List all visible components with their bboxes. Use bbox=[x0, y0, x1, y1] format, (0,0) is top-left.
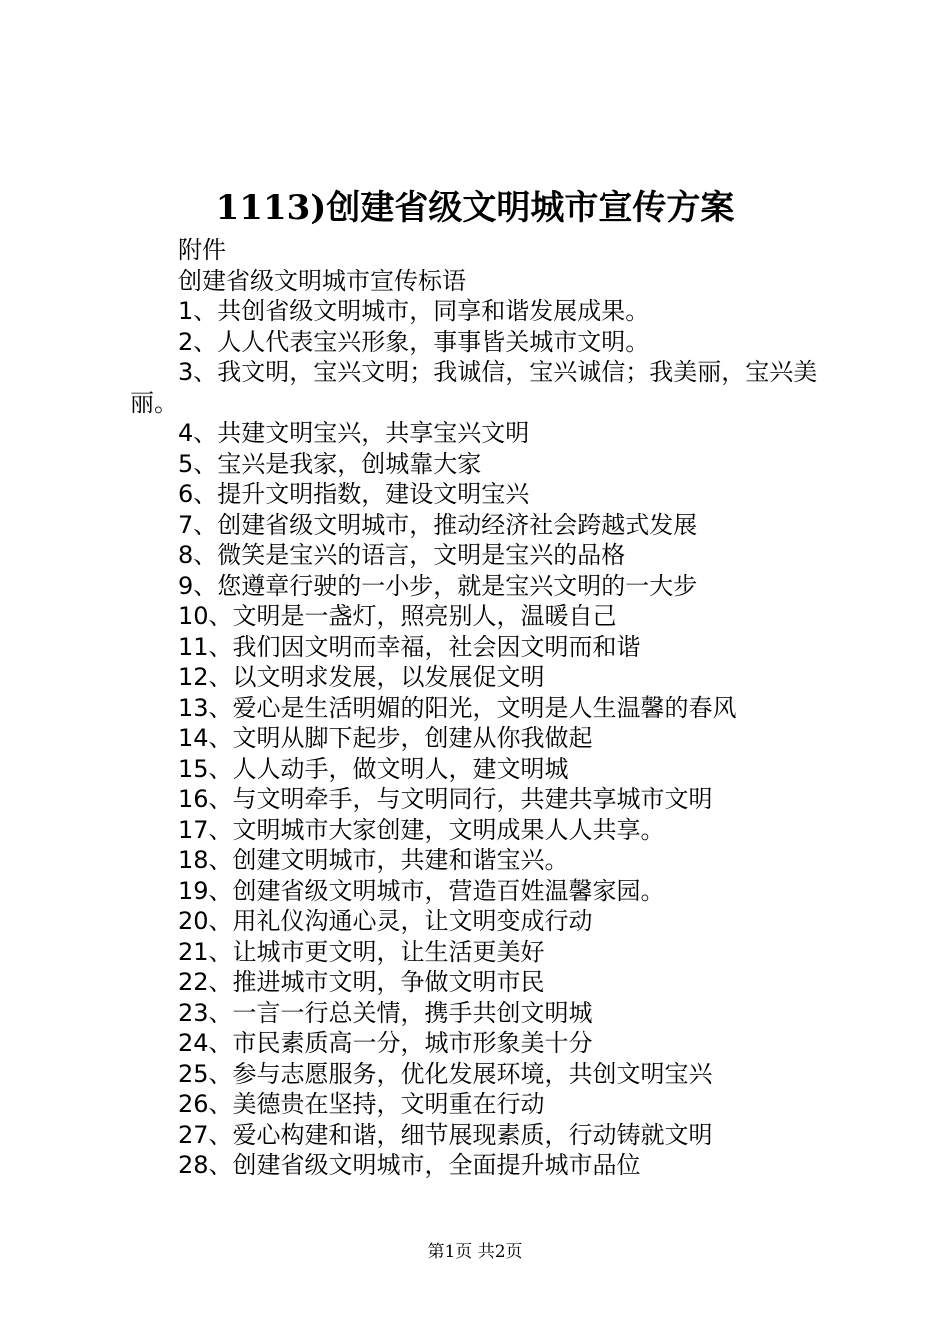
slogan-item: 25、参与志愿服务，优化发展环境，共创文明宝兴 bbox=[178, 1059, 713, 1088]
slogan-item: 28、创建省级文明城市，全面提升城市品位 bbox=[178, 1151, 641, 1179]
slogan-item: 10、文明是一盏灯，照亮别人，温暖自己 bbox=[178, 602, 617, 630]
annex-label: 附件 bbox=[178, 236, 226, 264]
slogan-item: 16、与文明牵手，与文明同行，共建共享城市文明 bbox=[178, 785, 713, 813]
slogan-item: 2、人人代表宝兴形象，事事皆关城市文明。 bbox=[178, 327, 650, 356]
slogan-item: 3、我文明，宝兴文明；我诚信，宝兴诚信；我美丽，宝兴美丽。 bbox=[130, 358, 818, 417]
slogan-item: 9、您遵章行驶的一小步，就是宝兴文明的一大步 bbox=[178, 571, 698, 600]
slogan-item: 7、创建省级文明城市，推动经济社会跨越式发展 bbox=[178, 510, 698, 539]
slogan-item: 11、我们因文明而幸福，社会因文明而和谐 bbox=[178, 632, 641, 661]
slogan-item: 24、市民素质高一分，城市形象美十分 bbox=[178, 1029, 593, 1057]
slogan-item: 5、宝兴是我家，创城靠大家 bbox=[178, 449, 482, 478]
slogan-item: 6、提升文明指数，建设文明宝兴 bbox=[178, 480, 530, 508]
slogan-item: 8、微笑是宝兴的语言，文明是宝兴的品格 bbox=[178, 541, 626, 569]
slogan-item: 21、让城市更文明，让生活更美好 bbox=[178, 937, 545, 966]
slogan-item: 4、共建文明宝兴，共享宝兴文明 bbox=[178, 419, 530, 447]
slogan-item: 12、以文明求发展，以发展促文明 bbox=[178, 663, 545, 691]
slogan-item: 15、人人动手，做文明人，建文明城 bbox=[178, 754, 569, 783]
slogan-item: 27、爱心构建和谐，细节展现素质，行动铸就文明 bbox=[178, 1120, 713, 1149]
slogan-list-heading: 创建省级文明城市宣传标语 bbox=[178, 266, 466, 295]
document-body bbox=[130, 235, 835, 1181]
document-title: 1113)创建省级文明城市宣传方案 bbox=[215, 188, 735, 228]
page-indicator: 第1页 共2页 bbox=[427, 1242, 523, 1262]
slogan-item: 17、文明城市大家创建，文明成果人人共享。 bbox=[178, 815, 665, 844]
slogan-item: 14、文明从脚下起步，创建从你我做起 bbox=[178, 724, 593, 752]
slogan-item: 22、推进城市文明，争做文明市民 bbox=[178, 968, 545, 996]
slogan-item: 18、创建文明城市，共建和谐宝兴。 bbox=[178, 846, 569, 874]
slogan-item: 1、共创省级文明城市，同享和谐发展成果。 bbox=[178, 297, 650, 325]
slogan-item: 26、美德贵在坚持，文明重在行动 bbox=[178, 1090, 545, 1118]
slogan-item: 19、创建省级文明城市，营造百姓温馨家园。 bbox=[178, 876, 665, 905]
slogan-list bbox=[130, 296, 835, 1181]
slogan-item: 23、一言一行总关情，携手共创文明城 bbox=[178, 998, 593, 1027]
slogan-item: 13、爱心是生活明媚的阳光，文明是人生温馨的春风 bbox=[178, 693, 737, 722]
slogan-item: 20、用礼仪沟通心灵，让文明变成行动 bbox=[178, 907, 593, 935]
